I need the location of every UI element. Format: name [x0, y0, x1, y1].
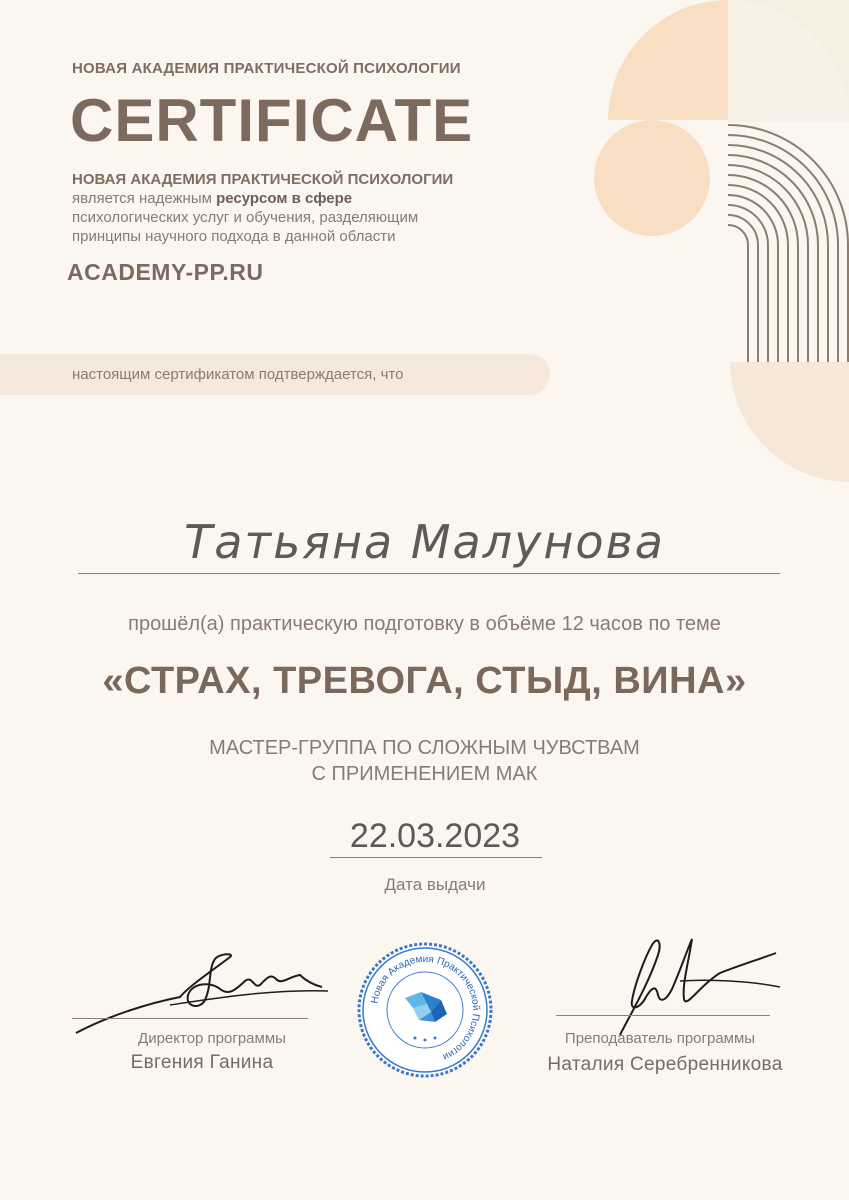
pale-square	[727, 0, 849, 122]
description-line-1: НОВАЯ АКАДЕМИЯ ПРАКТИЧЕСКОЙ ПСИХОЛОГИИ	[72, 171, 454, 188]
teacher-role: Преподаватель программы	[564, 1030, 756, 1047]
seal-text: Новая Академия Практической Психологии	[369, 953, 482, 1063]
peach-circle	[594, 120, 710, 236]
academy-description	[72, 170, 512, 246]
recipient-underline	[78, 573, 780, 574]
course-topic: «СТРАХ, ТРЕВОГА, СТЫД, ВИНА»	[102, 660, 747, 702]
description-line-2	[72, 189, 512, 208]
academy-seal	[357, 942, 493, 1078]
recipient-name: Татьяна Малунова	[184, 515, 665, 569]
course-subtitle-line-2: С ПРИМЕНЕНИЕМ МАК	[311, 763, 538, 785]
course-subtitle	[0, 735, 849, 787]
issue-date-underline	[330, 857, 542, 858]
confirmation-text: настоящим сертификатом подтверждается, что	[72, 366, 404, 383]
peach-half-circle	[608, 0, 728, 120]
arch-lines	[728, 125, 848, 362]
course-statement: прошёл(а) практическую подготовку в объёме 12 часов по теме	[128, 613, 721, 635]
website-link[interactable]: ACADEMY-PP.RU	[67, 259, 264, 285]
description-line-2-prefix: является надежным	[72, 190, 217, 207]
issue-date: 22.03.2023	[349, 817, 521, 855]
pale-bottom-quarter	[730, 362, 849, 482]
director-name: Евгения Ганина	[130, 1052, 274, 1073]
director-signature-line	[72, 1018, 308, 1019]
academy-name: НОВАЯ АКАДЕМИЯ ПРАКТИЧЕСКОЙ ПСИХОЛОГИИ	[72, 60, 461, 77]
teacher-signature-line	[556, 1015, 770, 1016]
director-role: Директор программы	[138, 1030, 286, 1047]
teacher-name: Наталия Серебренникова	[547, 1054, 783, 1075]
course-subtitle-line-1: МАСТЕР-ГРУППА ПО СЛОЖНЫМ ЧУВСТВАМ	[209, 737, 640, 759]
issue-date-label: Дата выдачи	[384, 875, 486, 894]
description-line-2-bold: ресурсом в сфере	[216, 190, 353, 207]
description-line-4: принципы научного подхода в данной области	[72, 228, 396, 245]
director-signature	[70, 945, 330, 1040]
certificate-title: CERTIFICATE	[70, 87, 474, 154]
teacher-signature	[600, 925, 790, 1040]
description-line-3: психологических услуг и обучения, разделяющим	[72, 209, 419, 226]
